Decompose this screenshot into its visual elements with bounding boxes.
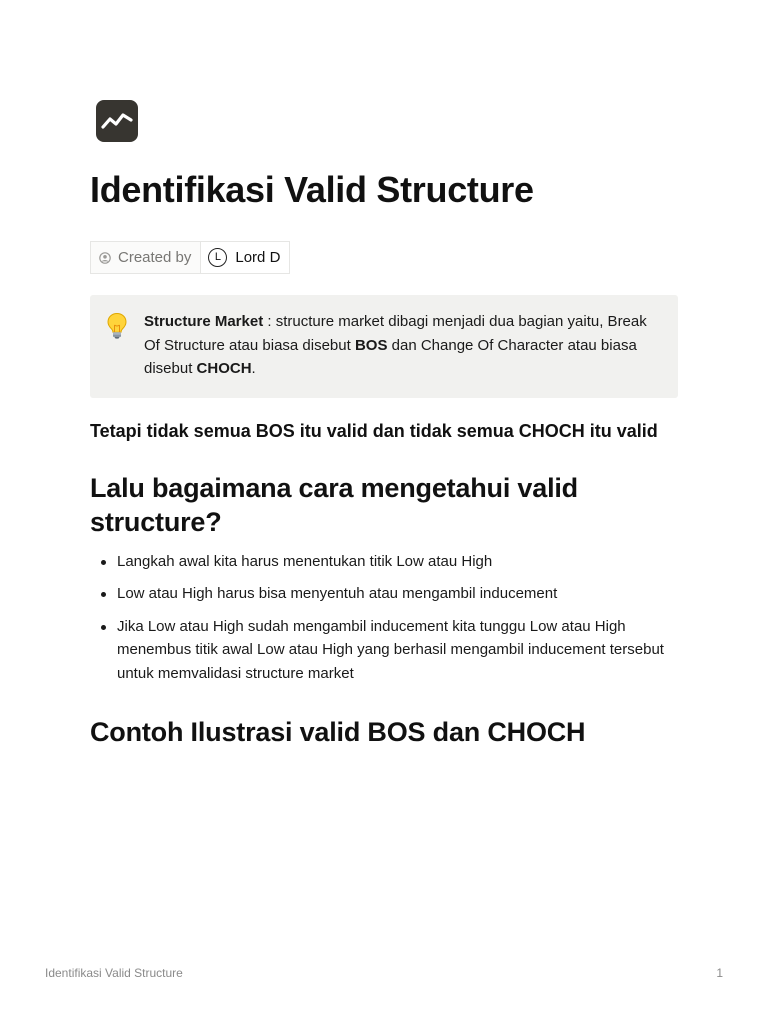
avatar: L [208, 248, 227, 267]
section-heading-illustration: Contoh Ilustrasi valid BOS dan CHOCH [90, 717, 586, 747]
page-title: Identifikasi Valid Structure [90, 169, 534, 210]
callout-text [144, 310, 650, 381]
list-item: Jika Low atau High sudah mengambil inducement kita tunggu Low atau High menembus titik awal Low atau High yang berhasil mengambil inducement tersebut untuk memvalidasi structure market [117, 615, 678, 686]
bullet-list [90, 550, 678, 686]
chart-line-icon [96, 100, 138, 142]
callout-text-part3: . [251, 360, 256, 377]
bold-paragraph: Tetapi tidak semua BOS itu valid dan tidak semua CHOCH itu valid [90, 420, 658, 441]
properties-bar [90, 241, 290, 274]
list-item: Low atau High harus bisa menyentuh atau mengambil inducement [117, 582, 678, 606]
callout-term-choch: CHOCH [196, 360, 252, 377]
callout-text-part1: : structure market dibagi menjadi dua bagian yaitu, Break Of Structure atau biasa disebut [144, 313, 647, 354]
property-created-by[interactable] [91, 242, 201, 273]
page-content [90, 100, 678, 771]
callout-term-structure-market: Structure Market [144, 313, 264, 330]
footer-title: Identifikasi Valid Structure [45, 966, 183, 980]
author-name: Lord D [235, 249, 281, 266]
footer-page-number: 1 [716, 966, 723, 980]
list-item: Langkah awal kita harus menentukan titik Low atau High [117, 550, 678, 574]
section-heading-valid-structure: Lalu bagaimana cara mengetahui valid structure? [90, 472, 578, 537]
callout-text-part2: dan Change Of Character atau biasa disebut [144, 336, 637, 377]
callout-term-bos: BOS [354, 336, 388, 354]
created-by-label: Created by [118, 249, 192, 266]
callout-block [90, 295, 678, 398]
property-author[interactable] [201, 242, 289, 273]
person-circle-icon [99, 252, 111, 264]
lightbulb-icon [106, 312, 132, 345]
